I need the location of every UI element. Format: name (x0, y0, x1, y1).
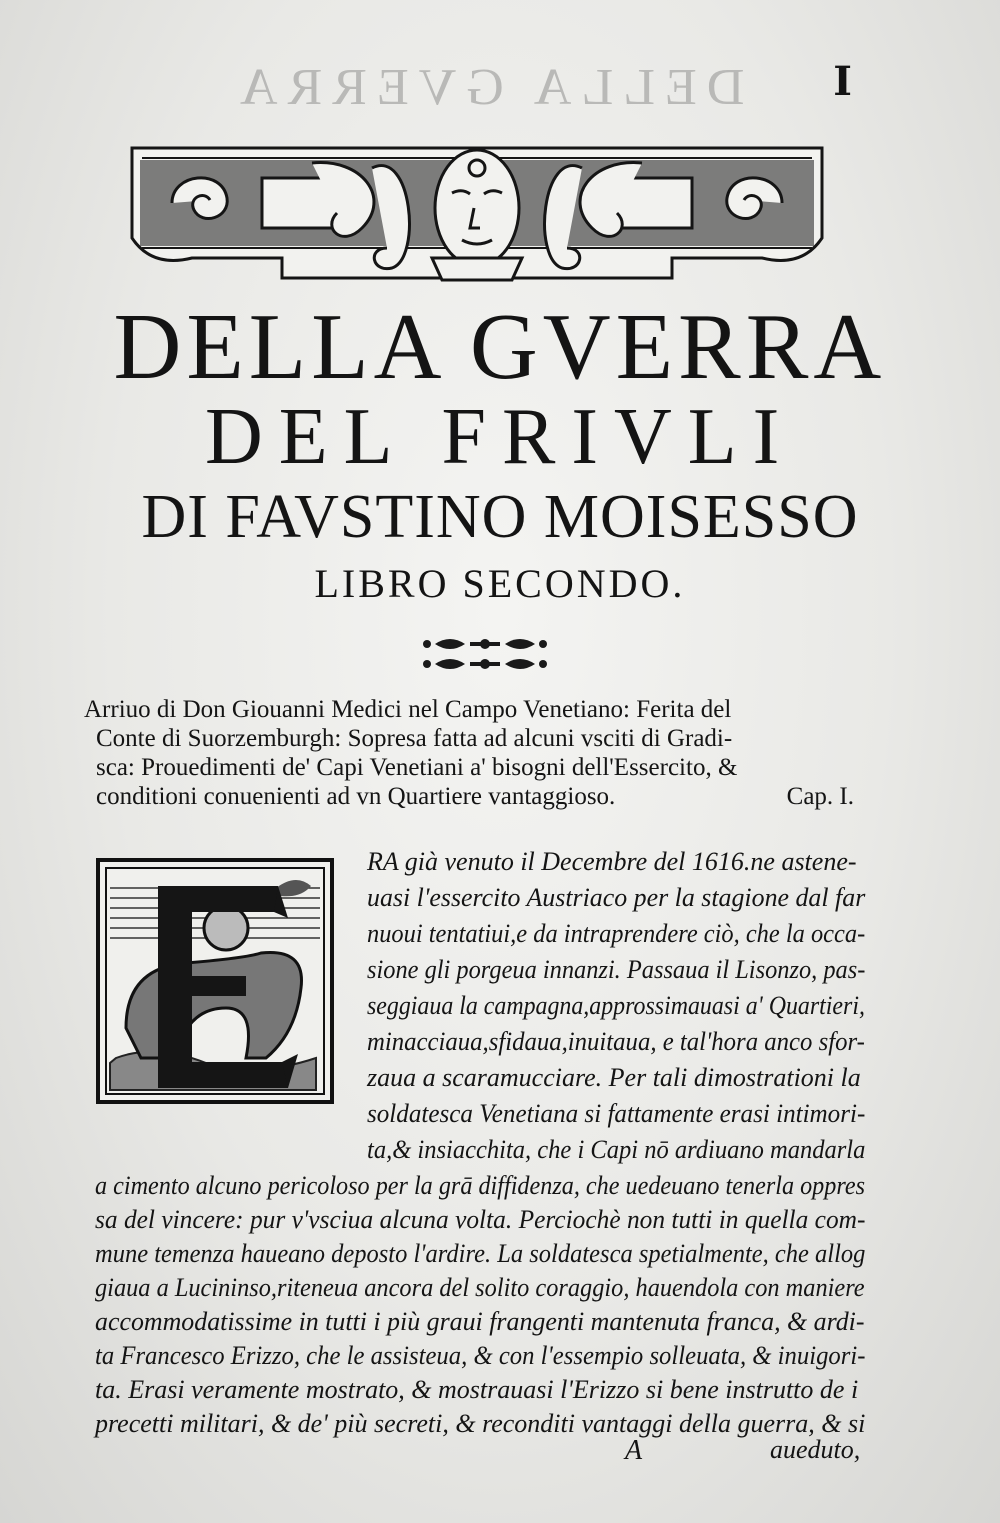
woodcut-initial-e (96, 858, 334, 1104)
body-line: a cimento alcuno pericoloso per la grā diffidenza, che uedeuano tenerla oppres (95, 1171, 866, 1200)
signature-mark: A (625, 1435, 643, 1466)
fleuron-ornament (415, 634, 555, 676)
ornamental-headpiece (112, 118, 842, 283)
bleed-through-text: DELLA GVERRA (230, 59, 745, 116)
author-line: DI FAVSTINO MOISESSO (141, 483, 859, 551)
argument-last-line (84, 782, 854, 811)
argument-line: conditioni conuenienti ad vn Quartiere vantaggioso. (96, 783, 616, 810)
chapter-argument (84, 695, 854, 811)
argument-line: sca: Prouedimenti de' Capi Venetiani a' bisogni dell'Essercito, & (96, 754, 738, 781)
body-line: giaua a Lucininso,riteneua ancora del solito coraggio, hauendola con maniere (95, 1273, 865, 1302)
catchword: aueduto, (770, 1435, 861, 1464)
body-line: ta,& insiacchita, che i Capi nō ardiuano mandarla (367, 1135, 866, 1164)
body-line: mune temenza haueano deposto l'ardire. La soldatesca spetialmente, che allog (95, 1239, 866, 1268)
argument-line: Arriuo di Don Giouanni Medici nel Campo Venetiano: Ferita del (84, 696, 732, 723)
argument-line: Conte di Suorzemburgh: Sopresa fatta ad alcuni vsciti di Gradi- (96, 725, 733, 752)
chapter-number: Cap. I. (786, 783, 854, 810)
body-line: accommodatissime in tutti i più graui frangenti mantenuta franca, & ardi- (95, 1307, 865, 1336)
body-line: sione gli porgeua innanzi. Passaua il Lisonzo, pas- (367, 955, 866, 984)
body-line: ta. Erasi veramente mostrato, & mostrauasi l'Erizzo si bene instrutto de i (95, 1375, 859, 1404)
body-line: sa del vincere: pur v'vsciua alcuna volta. Perciochè non tutti in quella com- (95, 1205, 866, 1234)
body-line: RA già venuto il Decembre del 1616.ne astene- (367, 847, 857, 876)
body-line: zaua a scaramucciare. Per tali dimostrationi la (367, 1063, 861, 1092)
book-line: LIBRO SECONDO. (314, 561, 686, 606)
body-line: ta Francesco Erizzo, che le assisteua, & con l'essempio solleuata, & inuigori- (95, 1341, 866, 1370)
body-line: uasi l'essercito Austriaco per la stagione dal far (367, 883, 866, 912)
body-line: seggiaua la campagna,approssimauasi a' Quartieri, (367, 991, 865, 1020)
body-line: soldatesca Venetiana si fattamente erasi intimori- (367, 1099, 866, 1128)
body-line: minacciaua,sfidaua,inuitaua, e tal'hora anco sfor- (367, 1027, 865, 1056)
body-line: precetti militari, & de' più secreti, & reconditi vantaggi della guerra, & si (95, 1409, 866, 1438)
body-line: nuoui tentatiui,e da intraprendere ciò, che la occa- (367, 919, 866, 948)
title-line-2: DEL FRIVLI (205, 393, 796, 481)
page-number: I (833, 58, 852, 105)
title-line-1: DELLA GVERRA (113, 295, 887, 399)
